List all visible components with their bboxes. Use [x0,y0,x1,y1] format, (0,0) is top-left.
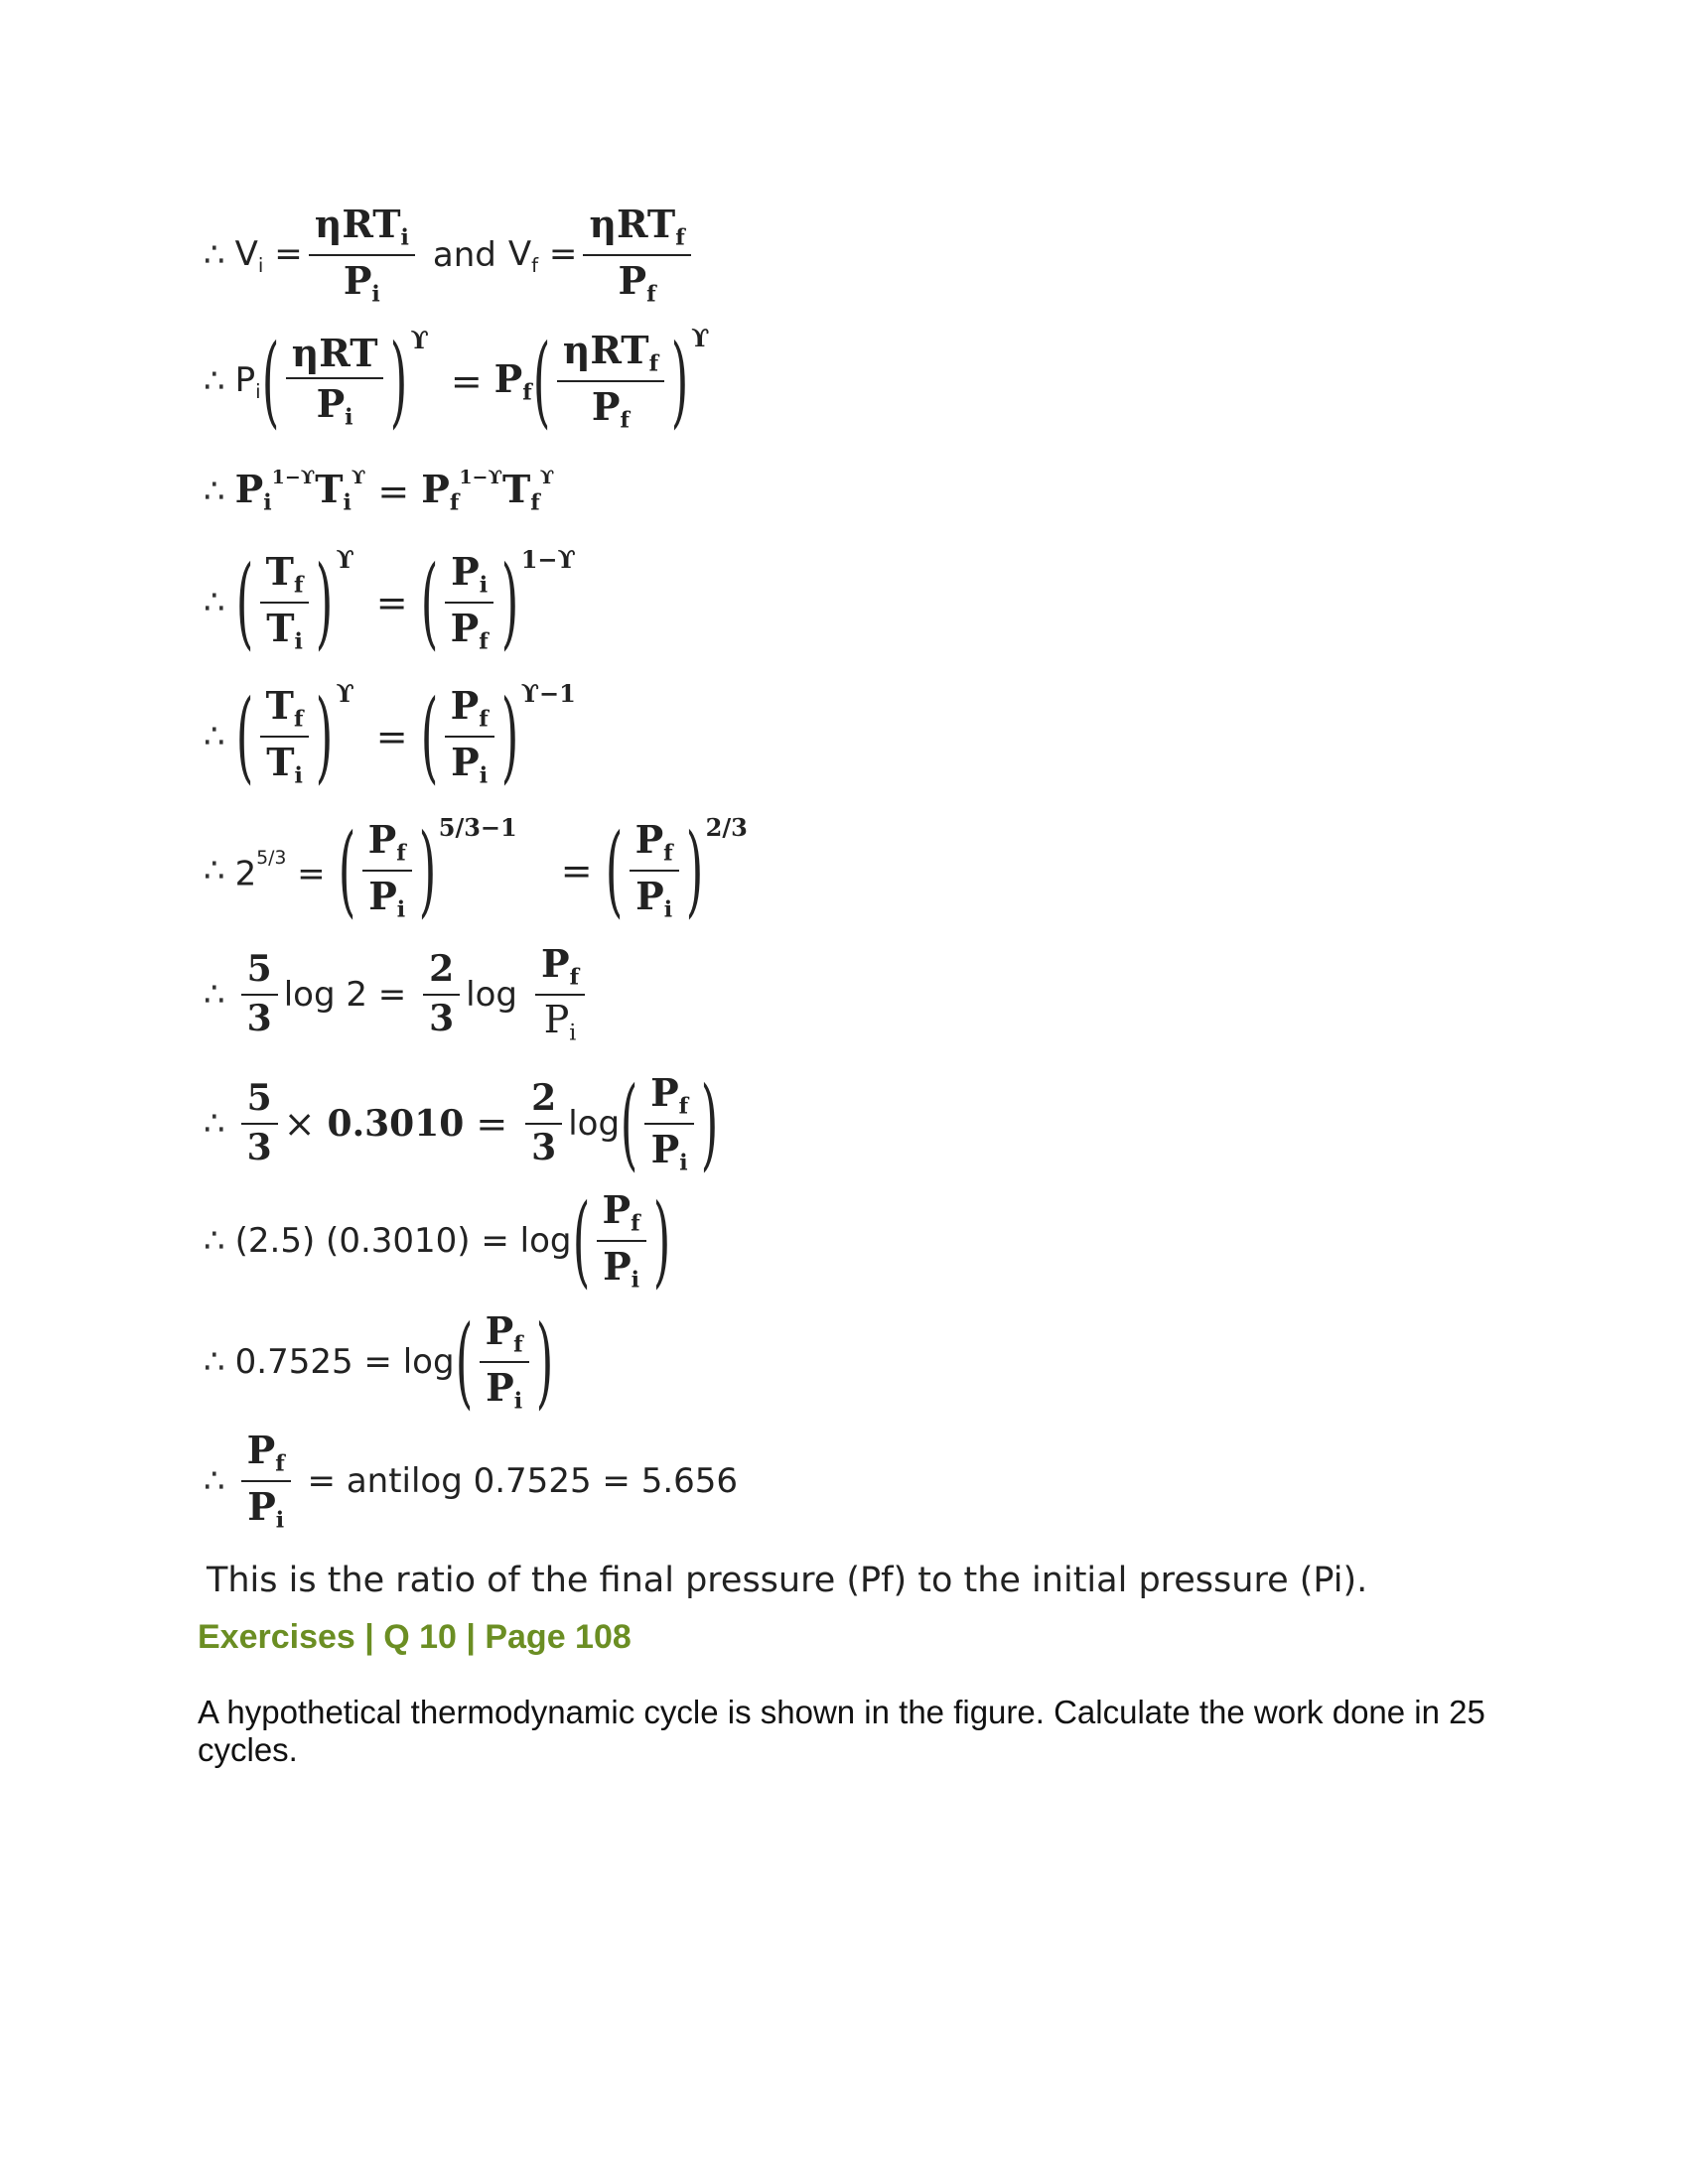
equation-ratio-1: ∴ ( $\frac{T_f}{T_i}$ ) ϒ = ( $\frac{P_i}{P_f}$ ) 1−ϒ [204,543,576,660]
paren-group: ( $\frac{\text{ηRT}}{P_i}$ ) ϒ [261,322,429,439]
therefore-symbol: ∴ [204,234,225,275]
final-result: 5.656 [640,1460,739,1501]
equation-power-form: ∴ $P_i^{1-ϒ}T_i^ϒ$ = $P_f^{1-ϒ}T_f^ϒ$ [204,467,555,516]
equation-final-ratio: ∴ $\frac{P_f}{P_i}$ = antilog 0.7525 = 5.656 [204,1428,739,1534]
equation-ratio-2: ∴ ( $\frac{T_f}{T_i}$ ) ϒ = ( $\frac{P_f}{P_i}$ ) ϒ−1 [204,677,576,794]
equation-substitution: ∴ $P_i$ ( $\frac{\text{ηRT}}{P_i}$ ) ϒ = $P_f$ ( $\frac{\eta RT_f}{P_f}$ ) ϒ [204,322,710,439]
question-header-link[interactable]: Exercises | Q 10 | Page 108 [198,1618,632,1656]
equation-numeric-power: ∴ $2^{5/3}$ = ( $\frac{P_f}{P_i}$ ) 5/3−1 = ( $\frac{P_f}{P_i}$ ) 2/3 [204,811,748,928]
equation-log-result: ∴ 0.7525 = log ( $\frac{P_f}{P_i}$ ) [204,1302,553,1420]
equation-log-value: ∴ $\frac{5}{3}$ × 0.3010 = $\frac{2}{3}$ log ( $\frac{P_f}{P_i}$ ) [204,1064,719,1181]
equation-log: ∴ $\frac{5}{3}$ log 2 = $\frac{2}{3}$ log $\frac{P_f}{P_i}$ [204,943,591,1046]
conclusion-text: This is the ratio of the final pressure (Pf) to the initial pressure (Pi). [207,1561,1368,1600]
question-text: A hypothetical thermodynamic cycle is shown in the figure. Calculate the work done in 25 cycles. [198,1694,1485,1768]
equation-product: ∴ (2.5) (0.3010) = log ( $\frac{P_f}{P_i}$ ) [204,1181,670,1298]
fraction-vf: $\frac{\eta RT_f}{P_f}$ [583,204,690,307]
equation-volumes: ∴ $V_i$ = $\frac{\eta RT_i}{P_i}$ and $V_f$ = $\frac{\eta RT_f}{P_f}$ [204,204,697,307]
fraction-vi: $\frac{\eta RT_i}{P_i}$ [309,204,415,307]
and-word: and [432,234,496,275]
